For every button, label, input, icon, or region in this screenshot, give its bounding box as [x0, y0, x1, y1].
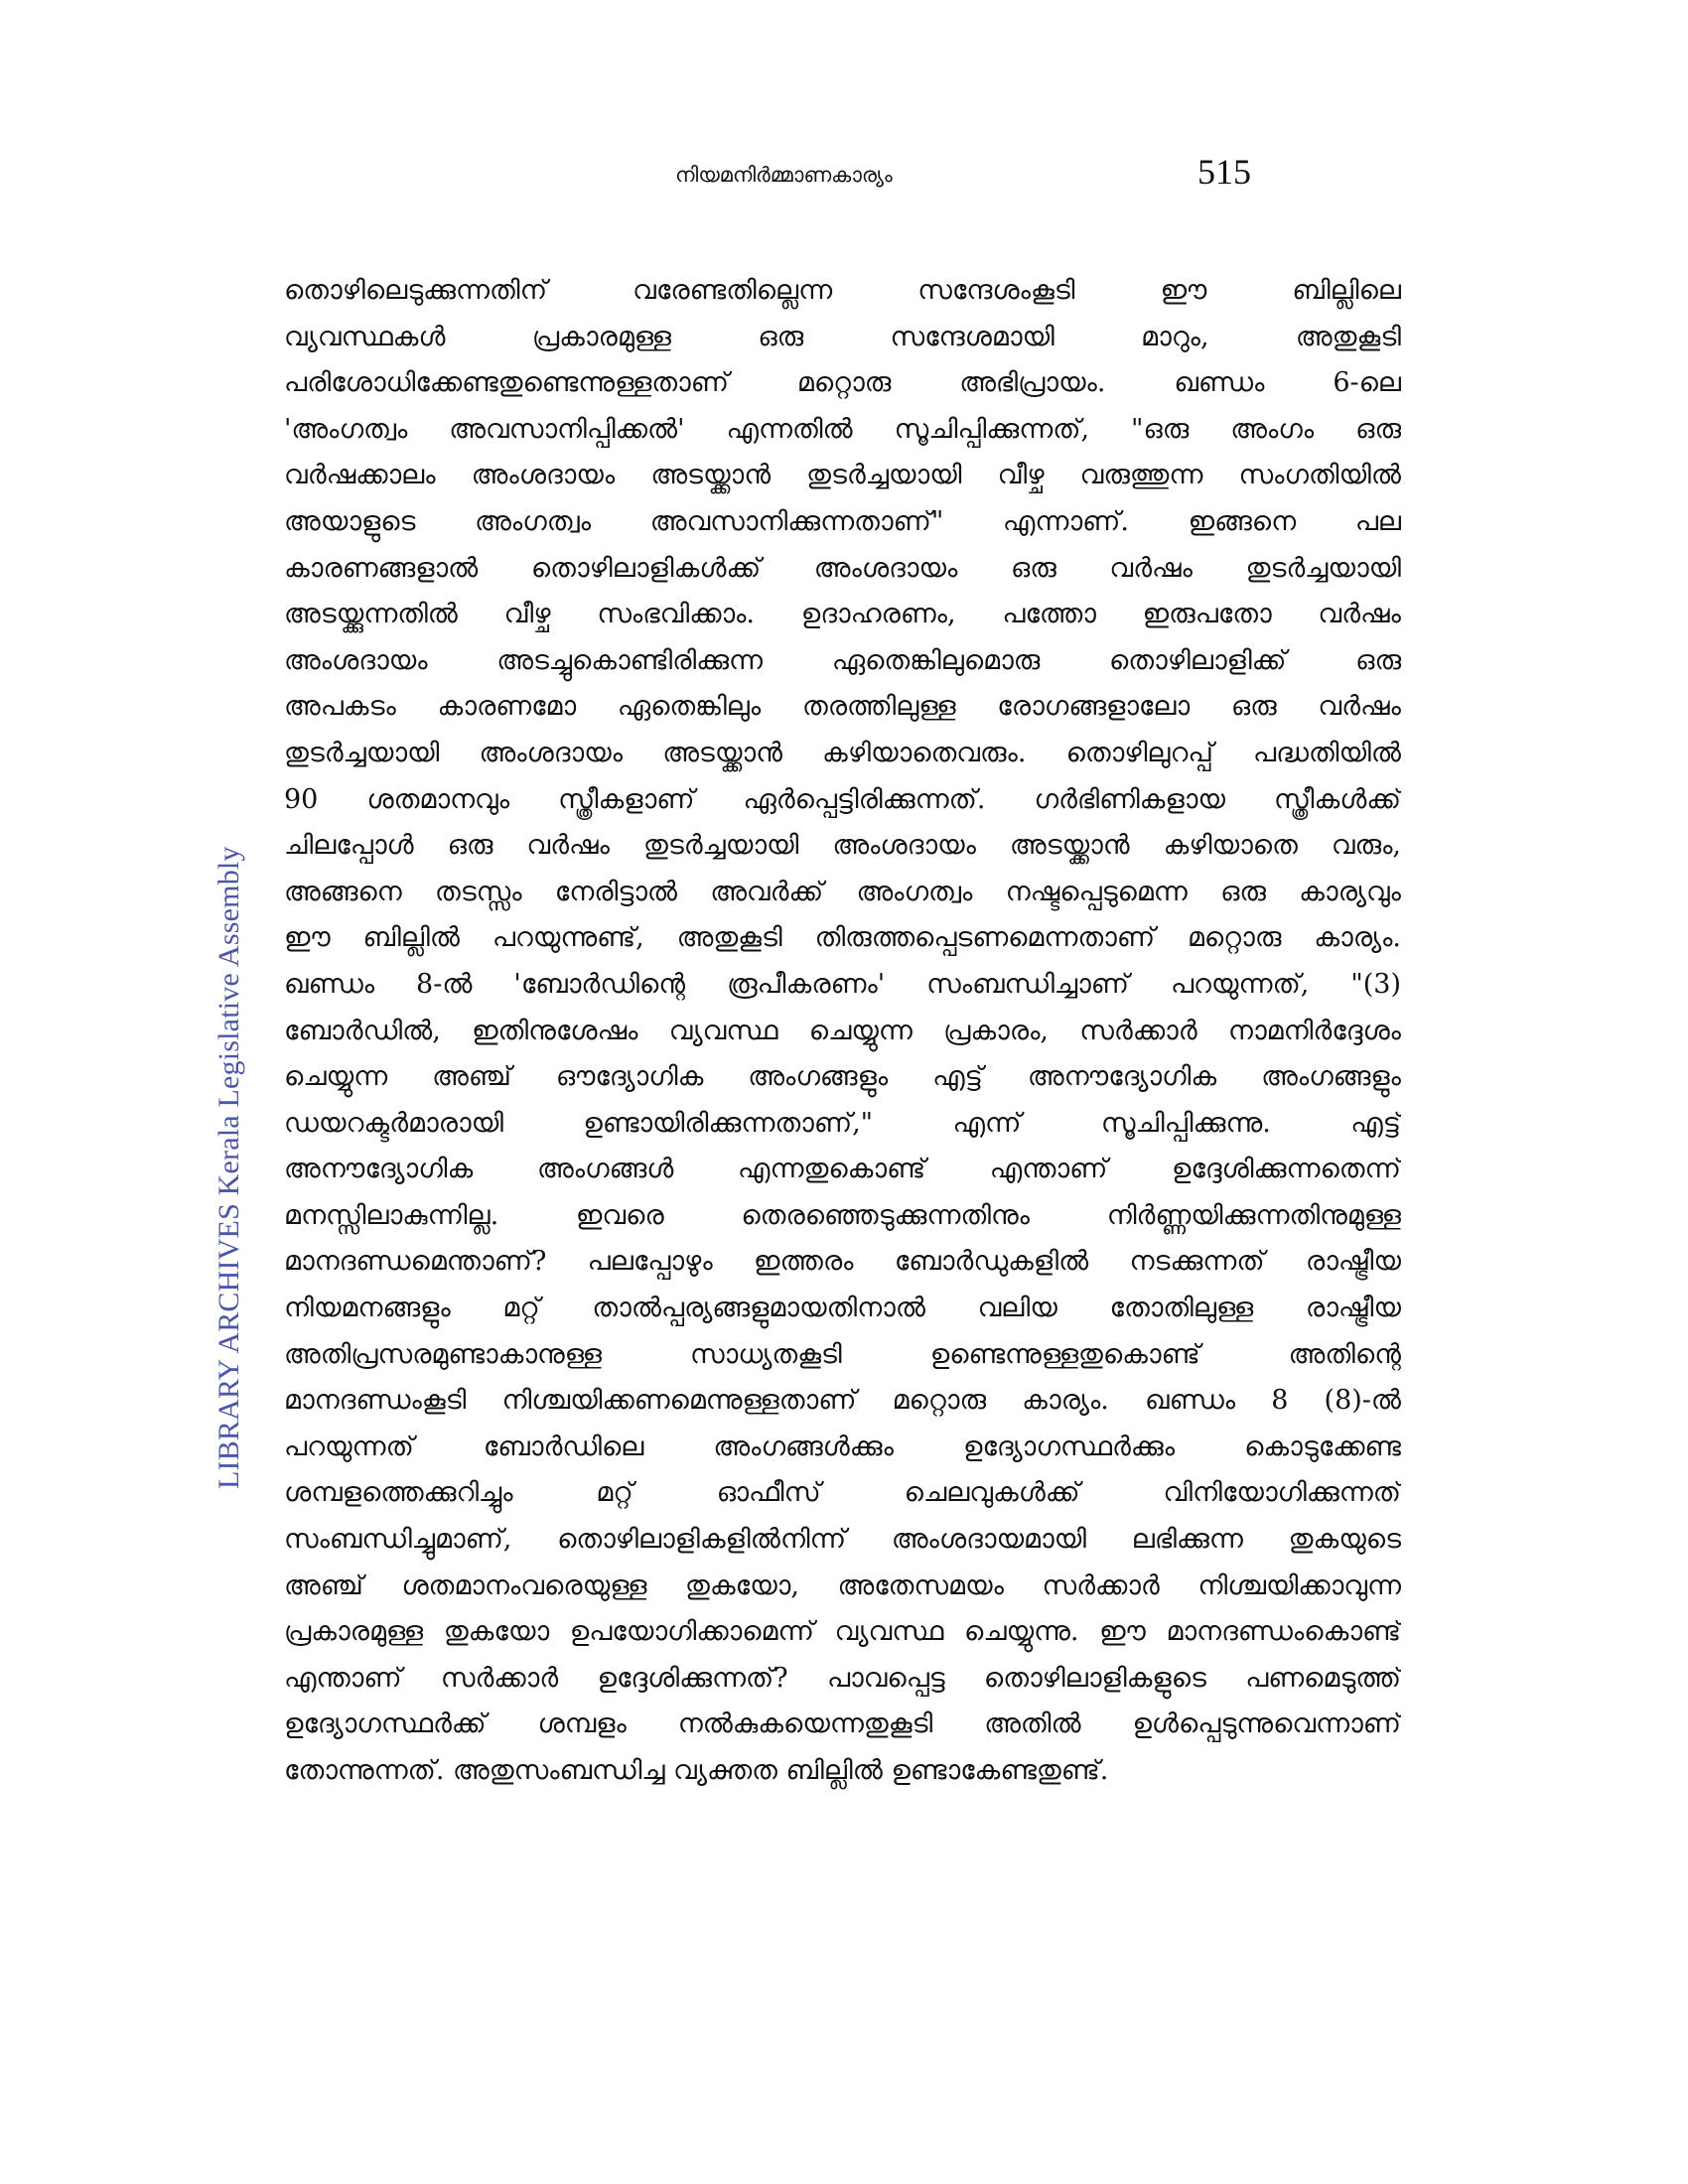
text-line: 'അംഗത്വം അവസാനിപ്പിക്കൽ' എന്നതിൽ സൂചിപ്പിക്കുന്നത്, "ഒരു അംഗം ഒരു [284, 413, 1401, 445]
running-header [516, 151, 1251, 201]
text-line: തുടർച്ചയായി അംശദായം അടയ്ക്കാൻ കഴിയാതെവരും. തൊഴിലുറപ്പ് പദ്ധതിയിൽ [284, 737, 1401, 768]
text-line: ഖണ്ഡം 8-ൽ 'ബോർഡിന്റെ രൂപീകരണം' സംബന്ധിച്ചാണ് പറയുന്നത്, "(3) [284, 968, 1401, 1000]
text-line: അതിപ്രസരമുണ്ടാകാനുള്ള സാധ്യതകൂടി ഉണ്ടെന്നുള്ളതുകൊണ്ട് അതിന്റെ [284, 1338, 1401, 1370]
text-line: അടയ്ക്കുന്നതിൽ വീഴ്ച സംഭവിക്കാം. ഉദാഹരണം, പത്തോ ഇരുപതോ വർഷം [284, 599, 1401, 630]
text-line: മനസ്സിലാകുന്നില്ല. ഇവരെ തെരഞ്ഞെടുക്കുന്നതിനും നിർണ്ണയിക്കുന്നതിനുമുള്ള [284, 1199, 1401, 1231]
text-line: അംശദായം അടച്ചുകൊണ്ടിരിക്കുന്ന ഏതെങ്കിലുമൊരു തൊഴിലാളിക്ക് ഒരു [284, 644, 1401, 676]
text-line: അങ്ങനെ തടസ്സം നേരിട്ടാൽ അവർക്ക് അംഗത്വം നഷ്ടപ്പെടുമെന്ന ഒരു കാര്യവും [284, 876, 1401, 907]
text-line: അഞ്ച് ശതമാനംവരെയുള്ള തുകയോ, അതേസമയം സർക്കാർ നിശ്ചയിക്കാവുന്ന [284, 1570, 1401, 1601]
text-line: ഉദ്യോഗസ്ഥർക്ക് ശമ്പളം നൽകുകയെന്നതുകൂടി അതിൽ ഉൾപ്പെടുന്നുവെന്നാണ് [284, 1708, 1401, 1740]
text-line: ബോർഡിൽ, ഇതിനുശേഷം വ്യവസ്ഥ ചെയ്യുന്ന പ്രകാരം, സർക്കാർ നാമനിർദ്ദേശം [284, 1015, 1401, 1046]
body-paragraph [284, 268, 1401, 2035]
text-line: പറയുന്നത് ബോർഡിലെ അംഗങ്ങൾക്കും ഉദ്യോഗസ്ഥർക്കും കൊടുക്കേണ്ട [284, 1431, 1401, 1462]
text-line: വ്യവസ്ഥകൾ പ്രകാരമുള്ള ഒരു സന്ദേശമായി മാറും, അതുകൂടി [284, 321, 1401, 352]
text-line: സംബന്ധിച്ചുമാണ്, തൊഴിലാളികളിൽനിന്ന് അംശദായമായി ലഭിക്കുന്ന തുകയുടെ [284, 1524, 1401, 1556]
text-line: നിയമനങ്ങളും മറ്റ് താൽപ്പര്യങ്ങളുമായതിനാൽ വലിയ തോതിലുള്ള രാഷ്ട്രീയ [284, 1293, 1401, 1324]
text-line: എന്താണ് സർക്കാർ ഉദ്ദേശിക്കുന്നത്? പാവപ്പെട്ട തൊഴിലാളികളുടെ പണമെടുത്ത് [284, 1662, 1401, 1694]
text-line: ശമ്പളത്തെക്കുറിച്ചും മറ്റ് ഓഫീസ് ചെലവുകൾക്ക് വിനിയോഗിക്കുന്നത് [284, 1477, 1401, 1509]
text-line: 90 ശതമാനവും സ്ത്രീകളാണ് ഏർപ്പെട്ടിരിക്കുന്നത്. ഗർഭിണികളായ സ്ത്രീകൾക്ക് [284, 783, 1401, 815]
text-line: ചെയ്യുന്ന അഞ്ച് ഔദ്യോഗിക അംഗങ്ങളും എട്ട് അനൗദ്യോഗിക അംഗങ്ങളും [284, 1061, 1401, 1093]
text-line: ഈ ബില്ലിൽ പറയുന്നുണ്ട്, അതുകൂടി തിരുത്തപ്പെടണമെന്നതാണ് മറ്റൊരു കാര്യം. [284, 922, 1401, 954]
page-number: 515 [1197, 152, 1251, 192]
watermark-text: LIBRARY ARCHIVES Kerala Legislative Assembly [212, 846, 245, 1489]
text-line: തോന്നുന്നത്. അതുസംബന്ധിച്ച വ്യക്തത ബില്ലിൽ ഉണ്ടാകേണ്ടതുണ്ട്. [284, 1755, 1109, 1786]
text-line: തൊഴിലെടുക്കുന്നതിന് വരേണ്ടതില്ലെന്ന സന്ദേശംകൂടി ഈ ബില്ലിലെ [284, 275, 1401, 306]
text-line: വർഷക്കാലം അംശദായം അടയ്ക്കാൻ തുടർച്ചയായി വീഴ്ച വരുത്തുന്ന സംഗതിയിൽ [284, 460, 1401, 491]
text-line: ചിലപ്പോൾ ഒരു വർഷം തുടർച്ചയായി അംശദായം അടയ്ക്കാൻ കഴിയാതെ വരും, [284, 830, 1401, 862]
text-line: അപകടം കാരണമോ ഏതെങ്കിലും തരത്തിലുള്ള രോഗങ്ങളാലോ ഒരു വർഷം [284, 691, 1401, 723]
text-line: ഡയറക്ടർമാരായി ഉണ്ടായിരിക്കുന്നതാണ്," എന്ന് സൂചിപ്പിക്കുന്നു. എട്ട് [284, 1107, 1401, 1139]
running-title: നിയമനിർമ്മാണകാര്യം [675, 163, 893, 187]
text-line: അയാളുടെ അംഗത്വം അവസാനിക്കുന്നതാണ്" എന്നാണ്. ഇങ്ങനെ പല [284, 505, 1401, 537]
text-line: കാരണങ്ങളാൽ തൊഴിലാളികൾക്ക് അംശദായം ഒരു വർഷം തുടർച്ചയായി [284, 552, 1401, 584]
text-line: പരിശോധിക്കേണ്ടതുണ്ടെന്നുള്ളതാണ് മറ്റൊരു അഭിപ്രായം. ഖണ്ഡം 6-ലെ [284, 367, 1401, 399]
text-line: മാനദണ്ഡംകൂടി നിശ്ചയിക്കണമെന്നുള്ളതാണ് മറ്റൊരു കാര്യം. ഖണ്ഡം 8 (8)-ൽ [284, 1385, 1401, 1417]
text-line: പ്രകാരമുള്ള തുകയോ ഉപയോഗിക്കാമെന്ന് വ്യവസ്ഥ ചെയ്യുന്നു. ഈ മാനദണ്ഡംകൊണ്ട് [284, 1616, 1401, 1648]
text-line: മാനദണ്ഡമെന്താണ്? പലപ്പോഴും ഇത്തരം ബോർഡുകളിൽ നടക്കുന്നത് രാഷ്ട്രീയ [284, 1246, 1401, 1278]
text-line: അനൗദ്യോഗിക അംഗങ്ങൾ എന്നതുകൊണ്ട് എന്താണ് ഉദ്ദേശിക്കുന്നതെന്ന് [284, 1154, 1401, 1185]
